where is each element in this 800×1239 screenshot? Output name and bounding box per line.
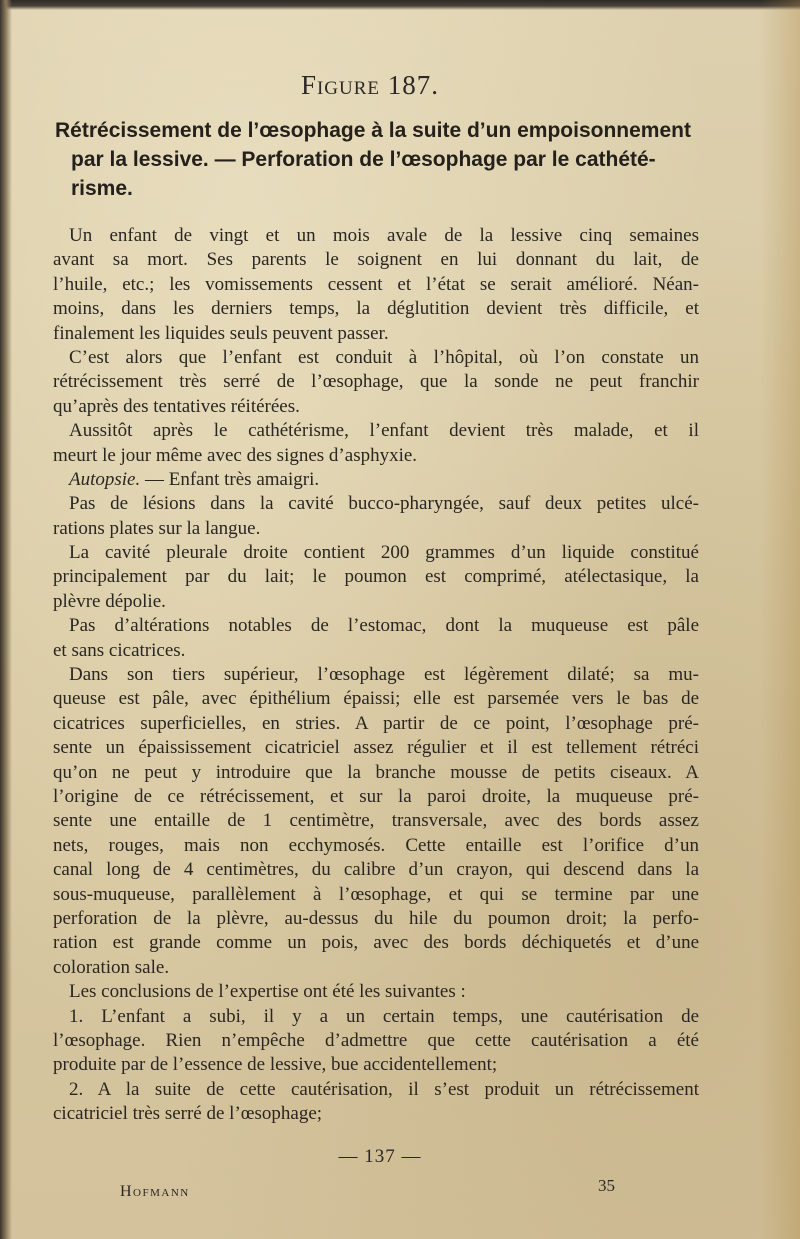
heading-line: Rétrécissement de l’œsophage à la suite d’un empoisonnement bbox=[55, 119, 691, 142]
page-top-edge bbox=[0, 0, 800, 10]
text-line: principalement par du lait; le poumon est comprimé, atélectasique, la bbox=[53, 566, 699, 588]
text-line: moins, dans les derniers temps, la déglutition devient très difficile, et bbox=[53, 298, 699, 320]
heading-line: risme. bbox=[71, 177, 133, 200]
text-line: Un enfant de vingt et un mois avale de la lessive cinq semaines bbox=[69, 225, 699, 246]
section-heading bbox=[55, 116, 715, 203]
text-line: coloration sale. bbox=[53, 956, 170, 978]
figure-title: Figure 187. bbox=[300, 70, 440, 100]
text-line: qu’après des tentatives réitérées. bbox=[53, 395, 300, 417]
text-line: cicatriciel très serré de l’œsophage; bbox=[53, 1103, 323, 1125]
text-line: Dans son tiers supérieur, l’œsophage est légèrement dilaté; sa mu- bbox=[69, 664, 699, 686]
text-line: nets, rouges, mais non ecchymosés. Cette entaille est l’orifice d’un bbox=[53, 834, 699, 856]
page-right-edge bbox=[760, 0, 800, 1239]
text-line: canal long de 4 centimètres, du calibre d’un crayon, qui descend dans la bbox=[53, 859, 699, 881]
text-line: perforation de la plèvre, au-dessus du hile du poumon droit; la perfo- bbox=[53, 907, 699, 929]
text-line bbox=[53, 468, 699, 492]
text-line: finalement les liquides seuls peuvent passer. bbox=[53, 322, 389, 344]
page-number: — 137 — bbox=[338, 1146, 422, 1167]
text-line: Pas de lésions dans la cavité bucco-pharyngée, sauf deux petites ulcé- bbox=[69, 493, 699, 515]
text-line: l’origine de ce rétrécissement, et sur la paroi droite, la muqueuse pré- bbox=[53, 785, 699, 807]
text-line: rétrécissement très serré de l’œsophage, que la sonde ne peut franchir bbox=[53, 371, 699, 393]
text-line: 2. A la suite de cette cautérisation, il s’est produit un rétrécissement bbox=[69, 1078, 699, 1100]
heading-line: par la lessive. — Perforation de l’œsophage par le cathété- bbox=[71, 148, 656, 171]
body-text bbox=[53, 224, 699, 1126]
text-line: Les conclusions de l’expertise ont été les suivantes : bbox=[69, 981, 466, 1003]
sheet-number: 35 bbox=[598, 1176, 615, 1195]
page-binding-edge bbox=[0, 0, 12, 1239]
printer-signature: Hofmann bbox=[120, 1183, 190, 1200]
text-line: sous-muqueuse, parallèlement à l’œsophage, et qui se termine par une bbox=[53, 883, 699, 905]
text-line: l’huile, etc.; les vomissements cessent et l’état se serait amélioré. Néan- bbox=[53, 273, 699, 295]
text-line: produite par de l’essence de lessive, bue accidentellement; bbox=[53, 1054, 498, 1076]
text-line: queuse est pâle, avec épithélium épaissi; elle est parsemée vers le bas de bbox=[53, 688, 699, 710]
text-line: plèvre dépolie. bbox=[53, 590, 166, 612]
text-line: ration est grande comme un pois, avec des bords déchiquetés et d’une bbox=[53, 932, 699, 954]
text-line: meurt le jour même avec des signes d’asphyxie. bbox=[53, 444, 418, 466]
text-line: et sans cicatrices. bbox=[53, 639, 186, 661]
text-line: rations plates sur la langue. bbox=[53, 517, 261, 539]
text-line: sente une entaille de 1 centimètre, transversale, avec des bords assez bbox=[53, 810, 699, 832]
text-line: l’œsophage. Rien n’empêche d’admettre que cette cautérisation a été bbox=[53, 1029, 699, 1051]
text-line: sente un épaississement cicatriciel assez régulier et il est tellement rétréci bbox=[53, 737, 699, 759]
section-label: Autopsie. bbox=[69, 468, 141, 490]
text-line: cicatrices superficielles, en stries. A partir de ce point, l’œsophage pré- bbox=[53, 712, 699, 734]
text-line: Aussitôt après le cathétérisme, l’enfant devient très malade, et il bbox=[69, 420, 699, 442]
text-line: La cavité pleurale droite contient 200 grammes d’un liquide constitué bbox=[69, 542, 699, 564]
text-line: 1. L’enfant a subi, il y a un certain temps, une cautérisation de bbox=[69, 1005, 699, 1027]
text-line-rest: — Enfant très amaigri. bbox=[140, 468, 320, 490]
text-line: avant sa mort. Ses parents le soignent en lui donnant du lait, de bbox=[53, 249, 699, 271]
text-line: Pas d’altérations notables de l’estomac, dont la muqueuse est pâle bbox=[69, 615, 699, 637]
text-line: qu’on ne peut y introduire que la branche mousse de petits ciseaux. A bbox=[53, 761, 699, 783]
text-line: C’est alors que l’enfant est conduit à l’hôpital, où l’on constate un bbox=[69, 346, 699, 368]
